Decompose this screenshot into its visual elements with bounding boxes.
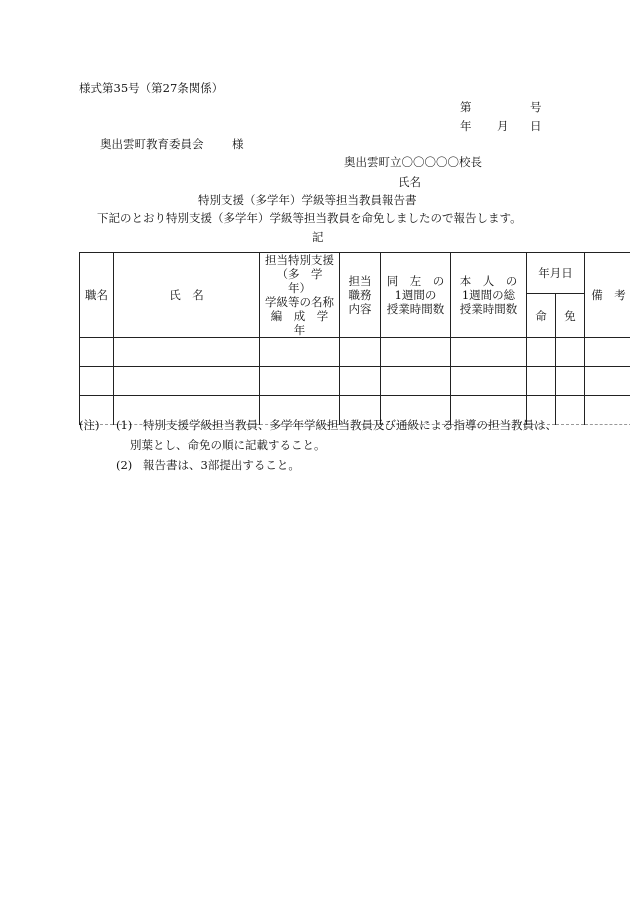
- header-class: [260, 253, 340, 338]
- header-total-hours-text: 本 人 の 1週間の総 授業時間数: [459, 274, 518, 316]
- cell-total-hours[interactable]: [451, 367, 527, 396]
- sender-name-label: 氏名: [398, 175, 421, 189]
- header-same-hours-text: 同 左 の 1週間の 授業時間数: [386, 274, 445, 316]
- cell-remarks[interactable]: [585, 367, 630, 396]
- ki-mark: 記: [312, 230, 324, 244]
- cell-class[interactable]: [260, 338, 340, 367]
- doc-number-suffix: 号: [530, 100, 542, 114]
- header-post: 職名: [80, 253, 114, 338]
- cell-duty[interactable]: [340, 367, 381, 396]
- cell-appoint[interactable]: [527, 338, 556, 367]
- cell-post[interactable]: [80, 367, 114, 396]
- header-total-hours: [451, 253, 527, 338]
- table-row: [80, 338, 630, 367]
- table-row: [80, 367, 630, 396]
- header-duty-text: 担当 職務 内容: [348, 274, 372, 316]
- header-name: 氏 名: [114, 253, 260, 338]
- header-class-text: 担当特別支援 （多 学 年） 学級等の名称 編 成 学 年: [265, 253, 334, 337]
- header-remarks: 備 考: [585, 253, 630, 338]
- report-table: [79, 252, 630, 425]
- report-title: 特別支援（多学年）学級等担当教員報告書: [198, 193, 417, 207]
- cell-same-hours[interactable]: [381, 338, 451, 367]
- date-month-label: 月: [497, 119, 509, 133]
- addressee: 奥出雲町教育委員会: [100, 137, 204, 151]
- cell-appoint[interactable]: [527, 367, 556, 396]
- note2-number: (2): [116, 458, 133, 472]
- date-year-label: 年: [460, 119, 472, 133]
- date-day-label: 日: [530, 119, 542, 133]
- note-mark: (注): [79, 418, 100, 432]
- cell-name[interactable]: [114, 367, 260, 396]
- addressee-honorific: 様: [232, 137, 244, 151]
- note2-text: 報告書は、3部提出すること。: [143, 458, 300, 472]
- note1-number: (1): [116, 418, 133, 432]
- header-date: 年月日: [527, 253, 585, 294]
- note1-line2: 別葉とし、命免の順に記載すること。: [130, 438, 326, 452]
- header-duty: [340, 253, 381, 338]
- cell-post[interactable]: [80, 338, 114, 367]
- form-number: 様式第35号（第27条関係）: [79, 81, 224, 95]
- cell-remarks[interactable]: [585, 396, 630, 425]
- doc-number-label: 第: [460, 100, 472, 114]
- cell-total-hours[interactable]: [451, 338, 527, 367]
- cell-class[interactable]: [260, 367, 340, 396]
- header-appoint: 命: [527, 294, 556, 338]
- cell-dismiss[interactable]: [556, 396, 585, 425]
- cell-name[interactable]: [114, 338, 260, 367]
- note1-line1: 特別支援学級担当教員、多学年学級担当教員及び通級による指導の担当教員は、: [143, 418, 557, 432]
- cell-remarks[interactable]: [585, 338, 630, 367]
- intro-text: 下記のとおり特別支援（多学年）学級等担当教員を命免しましたので報告します。: [97, 211, 522, 225]
- header-dismiss: 免: [556, 294, 585, 338]
- cell-duty[interactable]: [340, 338, 381, 367]
- sender-school: 奥出雲町立〇〇〇〇〇校長: [344, 155, 482, 169]
- header-same-hours: [381, 253, 451, 338]
- cell-same-hours[interactable]: [381, 367, 451, 396]
- cell-dismiss[interactable]: [556, 367, 585, 396]
- cell-dismiss[interactable]: [556, 338, 585, 367]
